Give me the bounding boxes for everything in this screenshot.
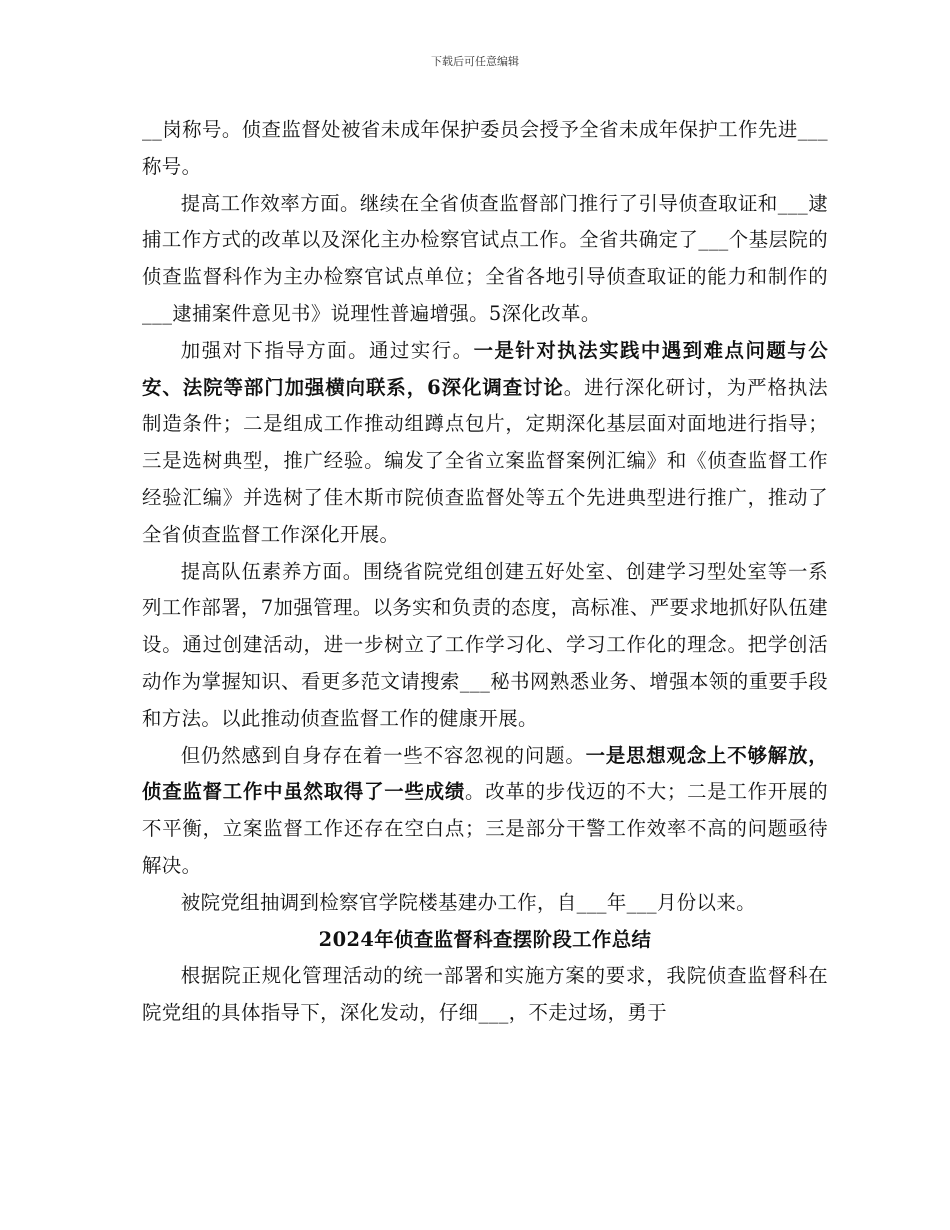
paragraph-text: 根据院正规化管理活动的统一部署和实施方案的要求，我院侦查监督科在院党组的具体指导下，深化发动，仔细___，不走过场，勇于 (142, 964, 828, 1025)
document-body (142, 112, 828, 1032)
section-title: 2024年侦查监督科查摆阶段工作总结 (318, 927, 652, 951)
paragraph-efficiency (142, 186, 828, 333)
bold-emphasis: 一是针对执法实践中遇到难点问题与公安、法院等部门加强横向联系，6深化调查讨论 (142, 338, 828, 399)
paragraph-text: __岗称号。侦查监督处被省未成年保护委员会授予全省未成年保护工作先进___称号。 (142, 118, 828, 178)
paragraph-text: 提高工作效率方面。继续在全省侦查监督部门推行了引导侦查取证和___逮捕工作方式的改革以及深化主办检察官试点工作。全省共确定了___个基层院的侦查监督科作为主办检察官试点单位；全省各地引导侦查取证的能力和制作的___逮捕案件意见书》说理性普遍增强。5深化改革。 (142, 191, 828, 325)
paragraph-text: 提高队伍素养方面。围绕省院党组创建五好处室、创建学习型处室等一系列工作部署，7加强管理。以务实和负责的态度，高标准、严要求地抓好队伍建设。通过创建活动，进一步树立了工作学习化、学习工作化的理念。把学创活动作为掌握知识、看更多范文请搜索___秘书网熟悉业务、增强本领的重要手段和方法。以此推动侦查监督工作的健康开展。 (142, 559, 828, 730)
bold-emphasis: 一是思想观念上不够解放，侦查监督工作中虽然取得了一些成绩 (142, 743, 828, 804)
paragraph-1 (142, 112, 828, 186)
paragraph-text: 。改革的步伐迈的不大；二是工作开展的不平衡，立案监督工作还存在空白点；三是部分干警工作效率不高的问题亟待解决。 (142, 780, 828, 877)
paragraph-closing (142, 958, 828, 1032)
paragraph-text: 被院党组抽调到检察官学院楼基建办工作，自___年___月份以来。 (180, 890, 756, 914)
paragraph-text: 加强对下指导方面。通过实行。 (180, 338, 474, 362)
paragraph-problems (142, 738, 828, 885)
paragraph-text: 。进行深化研讨，为严格执法制造条件；二是组成工作推动组蹲点包片，定期深化基层面对面地进行指导；三是选树典型，推广经验。编发了全省立案监督案例汇编》和《侦查监督工作经验汇编》并选树了佳木斯市院侦查监督处等五个先进典型进行推广，推动了全省侦查监督工作深化开展。 (142, 375, 828, 546)
paragraph-transfer (142, 885, 828, 922)
paragraph-guidance (142, 333, 828, 554)
page-header: 下载后可任意编辑 (431, 55, 519, 68)
paragraph-team-quality (142, 554, 828, 738)
paragraph-text: 但仍然感到自身存在着一些不容忽视的问题。 (180, 743, 586, 767)
